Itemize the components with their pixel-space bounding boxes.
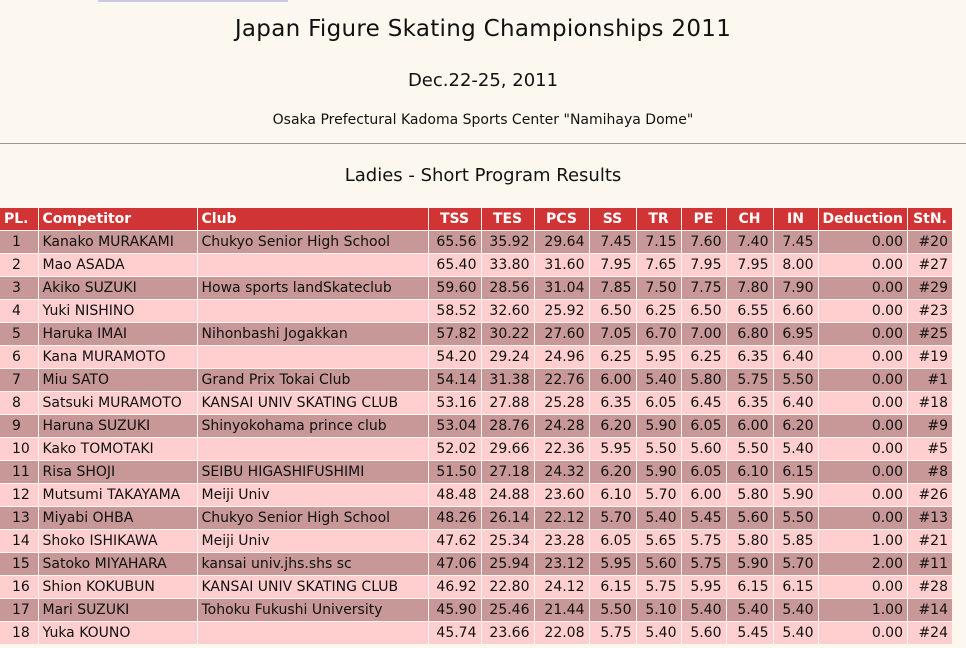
column-header: TSS (428, 208, 481, 231)
table-cell: 24.12 (534, 576, 589, 599)
table-cell: 59.60 (428, 277, 481, 300)
results-body (0, 231, 952, 645)
table-row (0, 599, 952, 622)
table-cell: 7.75 (681, 277, 726, 300)
table-cell (197, 254, 428, 277)
table-cell: 26.14 (481, 507, 534, 530)
table-cell: KANSAI UNIV SKATING CLUB (197, 576, 428, 599)
table-cell: Mao ASADA (38, 254, 197, 277)
column-header: IN (773, 208, 818, 231)
table-cell: 2 (0, 254, 38, 277)
table-cell: 6.00 (681, 484, 726, 507)
table-cell: Mutsumi TAKAYAMA (38, 484, 197, 507)
table-cell: 0.00 (818, 231, 907, 254)
table-cell: #27 (907, 254, 952, 277)
table-cell: 5.90 (773, 484, 818, 507)
table-row (0, 576, 952, 599)
table-cell: 57.82 (428, 323, 481, 346)
table-cell: 0.00 (818, 300, 907, 323)
table-cell: #21 (907, 530, 952, 553)
table-cell: 5.50 (773, 369, 818, 392)
table-cell: 45.90 (428, 599, 481, 622)
table-cell: 32.60 (481, 300, 534, 323)
table-cell: 5 (0, 323, 38, 346)
section-title: Ladies - Short Program Results (344, 165, 622, 186)
table-cell: 6.40 (773, 346, 818, 369)
table-row (0, 484, 952, 507)
table-cell: kansai univ.jhs.shs sc (197, 553, 428, 576)
table-cell: #13 (907, 507, 952, 530)
table-cell: #18 (907, 392, 952, 415)
table-cell: 6.40 (773, 392, 818, 415)
table-cell: 28.76 (481, 415, 534, 438)
table-cell: 0.00 (818, 576, 907, 599)
table-cell: 6.50 (589, 300, 636, 323)
table-cell: Grand Prix Tokai Club (197, 369, 428, 392)
table-cell: 5.40 (773, 438, 818, 461)
table-cell: 6.80 (726, 323, 773, 346)
table-cell: 5.90 (636, 461, 681, 484)
table-cell: 6.35 (589, 392, 636, 415)
table-cell: 52.02 (428, 438, 481, 461)
table-cell: 6.35 (726, 346, 773, 369)
table-cell: 25.94 (481, 553, 534, 576)
table-cell: #25 (907, 323, 952, 346)
table-cell: Yuki NISHINO (38, 300, 197, 323)
table-cell: 24.88 (481, 484, 534, 507)
table-cell: 23.60 (534, 484, 589, 507)
table-row (0, 507, 952, 530)
table-cell: 0.00 (818, 484, 907, 507)
table-row (0, 415, 952, 438)
table-cell: 10 (0, 438, 38, 461)
table-row (0, 461, 952, 484)
table-cell: 6.00 (589, 369, 636, 392)
table-cell: #24 (907, 622, 952, 645)
table-cell: SEIBU HIGASHIFUSHIMI (197, 461, 428, 484)
table-cell: 5.40 (726, 599, 773, 622)
table-cell: 0.00 (818, 415, 907, 438)
table-row (0, 231, 952, 254)
table-cell (197, 346, 428, 369)
table-cell: 5.60 (636, 553, 681, 576)
table-cell: 4 (0, 300, 38, 323)
table-cell: 31.60 (534, 254, 589, 277)
table-cell: 6.95 (773, 323, 818, 346)
table-cell: 7.80 (726, 277, 773, 300)
table-cell: 31.38 (481, 369, 534, 392)
table-cell: 51.50 (428, 461, 481, 484)
table-cell: 8.00 (773, 254, 818, 277)
table-cell: 29.64 (534, 231, 589, 254)
table-cell: 14 (0, 530, 38, 553)
table-cell: 6.05 (681, 415, 726, 438)
table-cell: 6.15 (726, 576, 773, 599)
table-cell: 31.04 (534, 277, 589, 300)
table-row (0, 346, 952, 369)
page-header (0, 2, 966, 142)
table-cell: 6.20 (773, 415, 818, 438)
table-cell: #5 (907, 438, 952, 461)
table-cell: 6.15 (589, 576, 636, 599)
table-cell: 24.28 (534, 415, 589, 438)
table-row (0, 323, 952, 346)
table-row (0, 530, 952, 553)
table-cell: 7.95 (726, 254, 773, 277)
table-cell: Haruna SUZUKI (38, 415, 197, 438)
table-cell: 46.92 (428, 576, 481, 599)
table-row (0, 369, 952, 392)
column-header: Deduction (818, 208, 907, 231)
column-header: PCS (534, 208, 589, 231)
table-cell: 5.90 (636, 415, 681, 438)
table-cell: 6.70 (636, 323, 681, 346)
table-cell: 22.36 (534, 438, 589, 461)
table-cell: Shion KOKUBUN (38, 576, 197, 599)
table-cell: 6.25 (589, 346, 636, 369)
table-cell: 53.04 (428, 415, 481, 438)
table-cell: 7 (0, 369, 38, 392)
column-header: TR (636, 208, 681, 231)
table-cell: #26 (907, 484, 952, 507)
table-cell: Satsuki MURAMOTO (38, 392, 197, 415)
table-cell: 27.18 (481, 461, 534, 484)
table-cell: 5.75 (681, 530, 726, 553)
table-cell: 6.45 (681, 392, 726, 415)
table-cell: #19 (907, 346, 952, 369)
table-cell: 5.40 (636, 507, 681, 530)
table-cell: 0.00 (818, 254, 907, 277)
table-cell: 17 (0, 599, 38, 622)
table-cell: 2.00 (818, 553, 907, 576)
table-cell: 0.00 (818, 369, 907, 392)
table-cell: 65.56 (428, 231, 481, 254)
table-cell: 12 (0, 484, 38, 507)
table-cell: Nihonbashi Jogakkan (197, 323, 428, 346)
table-cell: 6.20 (589, 415, 636, 438)
table-cell: Shinyokohama prince club (197, 415, 428, 438)
table-cell: 5.70 (773, 553, 818, 576)
table-cell: 5.40 (636, 369, 681, 392)
table-cell: 21.44 (534, 599, 589, 622)
table-cell: 9 (0, 415, 38, 438)
table-cell: 6.10 (589, 484, 636, 507)
column-header: Competitor (38, 208, 197, 231)
table-cell: 6.60 (773, 300, 818, 323)
table-cell: 30.22 (481, 323, 534, 346)
table-cell: 22.76 (534, 369, 589, 392)
table-cell: 6.50 (681, 300, 726, 323)
table-cell: Haruka IMAI (38, 323, 197, 346)
table-cell: 5.40 (681, 599, 726, 622)
table-cell: 27.88 (481, 392, 534, 415)
table-cell: 1 (0, 231, 38, 254)
table-cell: 48.26 (428, 507, 481, 530)
table-cell: 7.65 (636, 254, 681, 277)
table-cell: 5.75 (589, 622, 636, 645)
table-cell: Mari SUZUKI (38, 599, 197, 622)
table-row (0, 392, 952, 415)
table-cell: 25.28 (534, 392, 589, 415)
table-cell: 54.20 (428, 346, 481, 369)
table-cell: 22.80 (481, 576, 534, 599)
table-cell: 6.15 (773, 461, 818, 484)
table-cell: Kako TOMOTAKI (38, 438, 197, 461)
table-cell: 33.80 (481, 254, 534, 277)
table-cell: 11 (0, 461, 38, 484)
table-cell: 6.35 (726, 392, 773, 415)
table-cell: 0.00 (818, 507, 907, 530)
results-table (0, 208, 953, 645)
table-cell: Meiji Univ (197, 530, 428, 553)
table-cell: 7.50 (636, 277, 681, 300)
table-cell: Shoko ISHIKAWA (38, 530, 197, 553)
table-cell: #1 (907, 369, 952, 392)
table-cell: Meiji Univ (197, 484, 428, 507)
table-cell: 0.00 (818, 622, 907, 645)
table-cell: Chukyo Senior High School (197, 231, 428, 254)
table-cell: 28.56 (481, 277, 534, 300)
table-cell: 6.05 (636, 392, 681, 415)
table-cell: 25.92 (534, 300, 589, 323)
table-cell: 53.16 (428, 392, 481, 415)
table-cell: 7.60 (681, 231, 726, 254)
table-cell (197, 622, 428, 645)
table-row (0, 300, 952, 323)
table-cell: Miu SATO (38, 369, 197, 392)
table-cell: #28 (907, 576, 952, 599)
table-cell: 25.46 (481, 599, 534, 622)
table-cell: 5.50 (589, 599, 636, 622)
table-cell: 48.48 (428, 484, 481, 507)
table-cell: 54.14 (428, 369, 481, 392)
table-cell: 6.55 (726, 300, 773, 323)
table-cell: 24.96 (534, 346, 589, 369)
table-cell: 24.32 (534, 461, 589, 484)
table-cell: 5.95 (589, 553, 636, 576)
table-cell: 1.00 (818, 599, 907, 622)
table-cell: 0.00 (818, 277, 907, 300)
table-cell: 7.95 (681, 254, 726, 277)
column-header: PE (681, 208, 726, 231)
table-cell: 8 (0, 392, 38, 415)
table-cell: Kanako MURAKAMI (38, 231, 197, 254)
table-cell: 6.10 (726, 461, 773, 484)
table-cell: 5.60 (726, 507, 773, 530)
page-title: Japan Figure Skating Championships 2011 (234, 16, 732, 42)
table-cell: 47.06 (428, 553, 481, 576)
table-cell: 6.05 (589, 530, 636, 553)
table-cell: 6.15 (773, 576, 818, 599)
table-cell: 65.40 (428, 254, 481, 277)
table-cell: 6 (0, 346, 38, 369)
table-cell: 5.75 (636, 576, 681, 599)
table-cell: 13 (0, 507, 38, 530)
table-cell: 5.70 (589, 507, 636, 530)
table-cell: 7.45 (773, 231, 818, 254)
table-cell: 22.12 (534, 507, 589, 530)
table-cell: 5.75 (726, 369, 773, 392)
table-cell: 6.25 (681, 346, 726, 369)
table-cell: 5.50 (636, 438, 681, 461)
table-cell: 5.60 (681, 438, 726, 461)
table-cell: Kana MURAMOTO (38, 346, 197, 369)
table-cell: 5.60 (681, 622, 726, 645)
table-cell: 7.45 (589, 231, 636, 254)
table-cell: 27.60 (534, 323, 589, 346)
table-cell: Tohoku Fukushi University (197, 599, 428, 622)
table-cell: 22.08 (534, 622, 589, 645)
table-cell: 5.65 (636, 530, 681, 553)
header-divider (0, 143, 966, 144)
table-cell: 0.00 (818, 438, 907, 461)
table-row (0, 277, 952, 300)
table-cell: 5.80 (726, 484, 773, 507)
column-header: TES (481, 208, 534, 231)
table-cell: 6.25 (636, 300, 681, 323)
table-cell: 23.66 (481, 622, 534, 645)
event-venue: Osaka Prefectural Kadoma Sports Center "Namihaya Dome" (272, 112, 694, 128)
column-header: SS (589, 208, 636, 231)
table-cell: 29.66 (481, 438, 534, 461)
table-cell: 35.92 (481, 231, 534, 254)
table-cell: 5.50 (773, 507, 818, 530)
table-cell: 45.74 (428, 622, 481, 645)
table-cell: #11 (907, 553, 952, 576)
table-cell: 16 (0, 576, 38, 599)
table-cell: 0.00 (818, 392, 907, 415)
table-cell: 18 (0, 622, 38, 645)
table-cell: 5.95 (681, 576, 726, 599)
table-cell: 0.00 (818, 346, 907, 369)
table-cell: Howa sports landSkateclub (197, 277, 428, 300)
table-cell: 47.62 (428, 530, 481, 553)
table-cell: 5.40 (773, 622, 818, 645)
table-cell: 15 (0, 553, 38, 576)
table-cell: 7.15 (636, 231, 681, 254)
table-cell: 5.95 (636, 346, 681, 369)
table-cell: 25.34 (481, 530, 534, 553)
table-cell: 5.90 (726, 553, 773, 576)
table-cell: Satoko MIYAHARA (38, 553, 197, 576)
table-cell: 0.00 (818, 323, 907, 346)
table-cell (197, 300, 428, 323)
table-cell: 7.90 (773, 277, 818, 300)
table-cell: #8 (907, 461, 952, 484)
table-cell: 5.40 (636, 622, 681, 645)
table-cell: Yuka KOUNO (38, 622, 197, 645)
table-cell: 5.70 (636, 484, 681, 507)
table-cell: 23.12 (534, 553, 589, 576)
table-row (0, 254, 952, 277)
table-cell: 0.00 (818, 461, 907, 484)
table-cell: 6.05 (681, 461, 726, 484)
table-cell: 5.45 (681, 507, 726, 530)
table-cell: 1.00 (818, 530, 907, 553)
table-cell: 5.85 (773, 530, 818, 553)
table-cell: 5.40 (773, 599, 818, 622)
column-header: CH (726, 208, 773, 231)
column-header: PL. (0, 208, 38, 231)
table-cell: 7.00 (681, 323, 726, 346)
table-cell: Akiko SUZUKI (38, 277, 197, 300)
table-cell: Risa SHOJI (38, 461, 197, 484)
table-cell: 29.24 (481, 346, 534, 369)
table-cell: Miyabi OHBA (38, 507, 197, 530)
table-cell: 7.85 (589, 277, 636, 300)
table-cell: Chukyo Senior High School (197, 507, 428, 530)
table-cell: 5.75 (681, 553, 726, 576)
table-cell: 5.80 (681, 369, 726, 392)
table-cell: #14 (907, 599, 952, 622)
table-cell: 58.52 (428, 300, 481, 323)
table-cell: 5.50 (726, 438, 773, 461)
table-cell: 3 (0, 277, 38, 300)
table-cell: 6.20 (589, 461, 636, 484)
table-header-row (0, 208, 952, 231)
table-cell: 7.05 (589, 323, 636, 346)
column-header: StN. (907, 208, 952, 231)
table-cell: 7.40 (726, 231, 773, 254)
column-header: Club (197, 208, 428, 231)
table-cell: 5.10 (636, 599, 681, 622)
event-dates: Dec.22-25, 2011 (407, 70, 559, 91)
table-cell: #20 (907, 231, 952, 254)
table-cell: KANSAI UNIV SKATING CLUB (197, 392, 428, 415)
table-row (0, 622, 952, 645)
table-cell: 23.28 (534, 530, 589, 553)
table-cell: #23 (907, 300, 952, 323)
table-cell: 6.00 (726, 415, 773, 438)
table-cell: 5.80 (726, 530, 773, 553)
table-cell: #9 (907, 415, 952, 438)
table-row (0, 438, 952, 461)
table-cell: #29 (907, 277, 952, 300)
table-row (0, 553, 952, 576)
table-cell (197, 438, 428, 461)
table-cell: 7.95 (589, 254, 636, 277)
table-cell: 5.45 (726, 622, 773, 645)
table-cell: 5.95 (589, 438, 636, 461)
